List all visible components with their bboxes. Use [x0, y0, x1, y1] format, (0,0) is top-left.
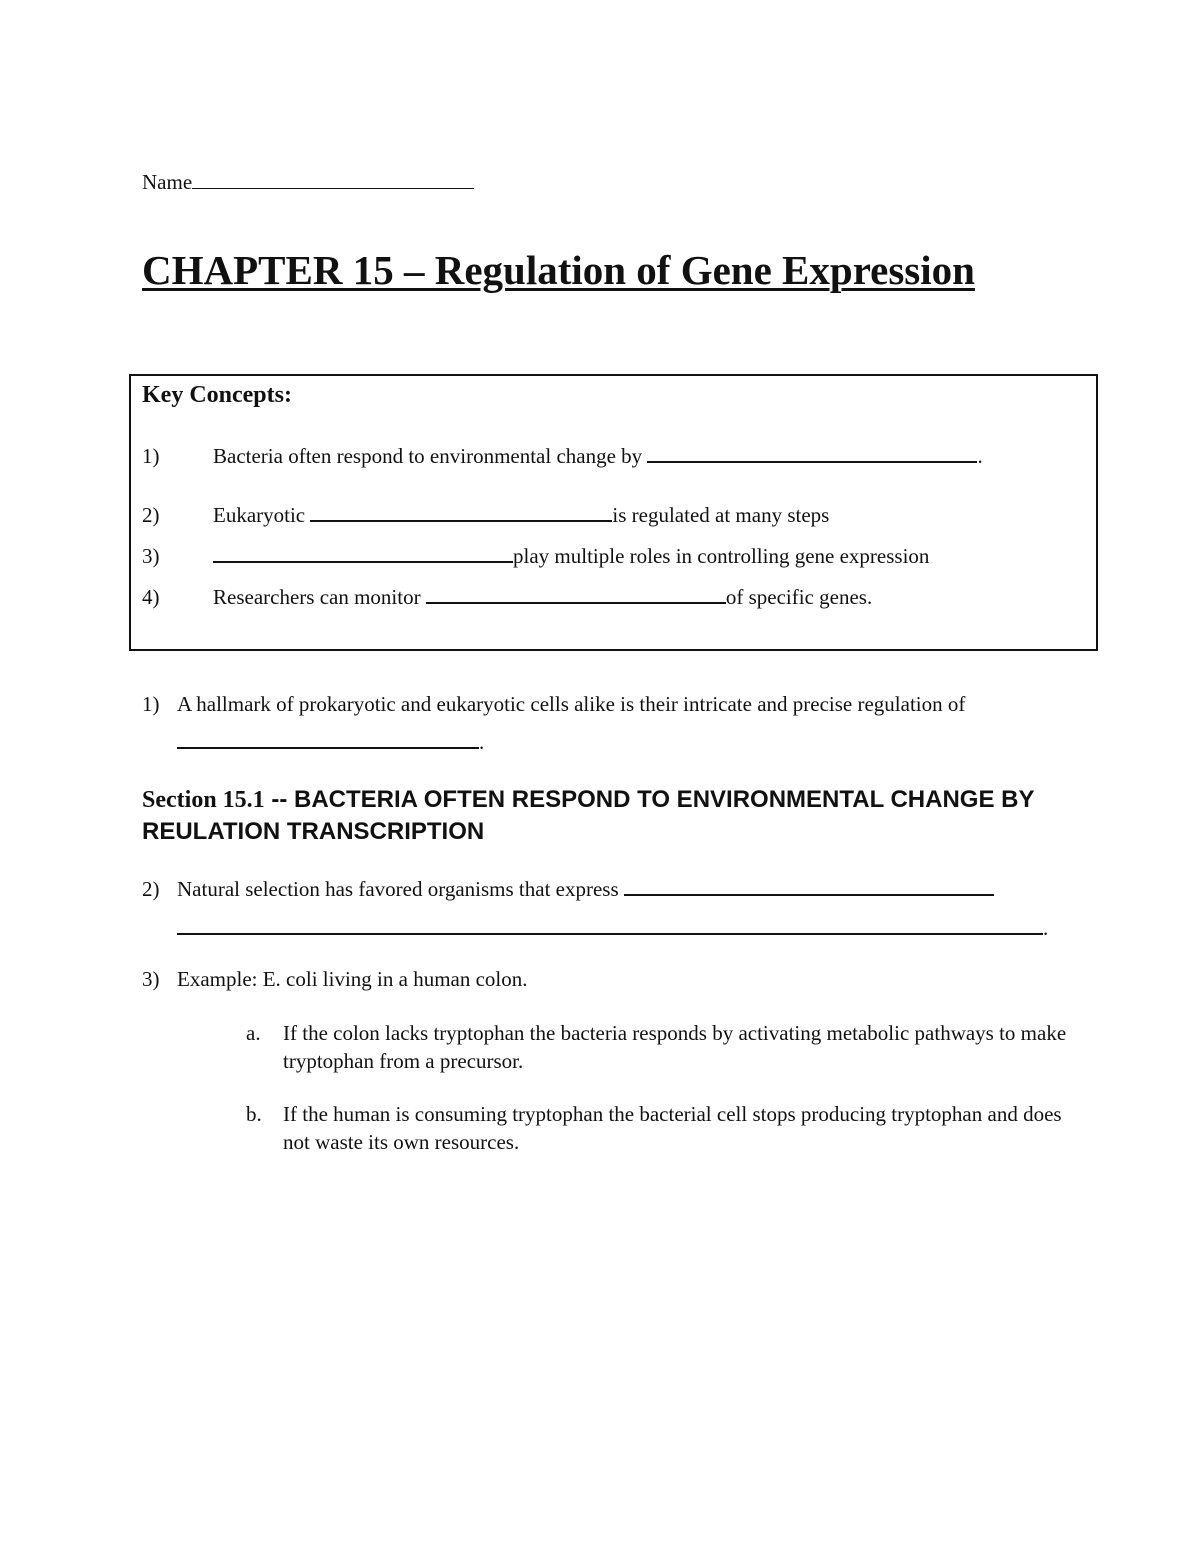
key-concept-text-end: play multiple roles in controlling gene expression [513, 544, 930, 568]
sub-item-text: If the colon lacks tryptophan the bacteria responds by activating metabolic pathways to make tryptophan from a precursor. [283, 1021, 1067, 1073]
question-answer-line [177, 916, 1048, 941]
section-heading [142, 784, 1102, 847]
key-concept-item [142, 503, 829, 528]
section-title: -- BACTERIA OFTEN RESPOND TO ENVIRONMENTAL CHANGE BY REULATION TRANSCRIPTION [142, 786, 1035, 845]
key-concept-text: Eukaryotic [213, 503, 311, 527]
key-concept-number: 4) [142, 585, 160, 609]
name-blank[interactable] [192, 170, 474, 189]
sub-item-text: If the human is consuming tryptophan the bacterial cell stops producing tryptophan and does not waste its own resources. [283, 1102, 1062, 1154]
key-concept-item [142, 544, 929, 569]
answer-blank[interactable] [310, 504, 612, 522]
key-concept-text-end: . [977, 444, 983, 468]
answer-blank[interactable] [177, 917, 1043, 935]
key-concept-text-end: of specific genes. [725, 585, 873, 609]
key-concept-text-end: is regulated at many steps [612, 503, 830, 527]
answer-blank[interactable] [177, 731, 479, 749]
answer-blank[interactable] [624, 878, 994, 896]
sub-item-label: a. [246, 1021, 261, 1045]
key-concept-item [142, 585, 872, 610]
answer-blank[interactable] [213, 545, 513, 563]
answer-blank[interactable] [647, 445, 977, 463]
key-concept-number: 1) [142, 444, 160, 468]
question-number: 1) [142, 692, 160, 716]
key-concept-text: Researchers can monitor [213, 585, 426, 609]
question-number: 3) [142, 967, 160, 991]
question-answer-line [177, 730, 484, 755]
section-number: Section 15.1 [142, 787, 265, 813]
answer-blank[interactable] [426, 586, 726, 604]
question-text: A hallmark of prokaryotic and eukaryotic cells alike is their intricate and precise regulation of [177, 692, 966, 716]
question-text-line [177, 877, 994, 902]
key-concepts-box [129, 374, 1098, 651]
question-text: Example: E. coli living in a human colon. [177, 967, 528, 991]
question-end: . [1043, 916, 1049, 940]
name-label: Name [142, 170, 193, 194]
question-end: . [479, 730, 485, 754]
question-number: 2) [142, 877, 160, 901]
key-concept-number: 3) [142, 544, 160, 568]
key-concept-text: Bacteria often respond to environmental change by [213, 444, 648, 468]
key-concept-item [142, 444, 983, 469]
key-concept-number: 2) [142, 503, 160, 527]
name-line [142, 170, 474, 195]
chapter-title: CHAPTER 15 – Regulation of Gene Expression [142, 247, 975, 293]
question-text: Natural selection has favored organisms that express [177, 877, 624, 901]
key-concepts-heading: Key Concepts: [142, 382, 292, 408]
sub-item-label: b. [246, 1102, 262, 1126]
